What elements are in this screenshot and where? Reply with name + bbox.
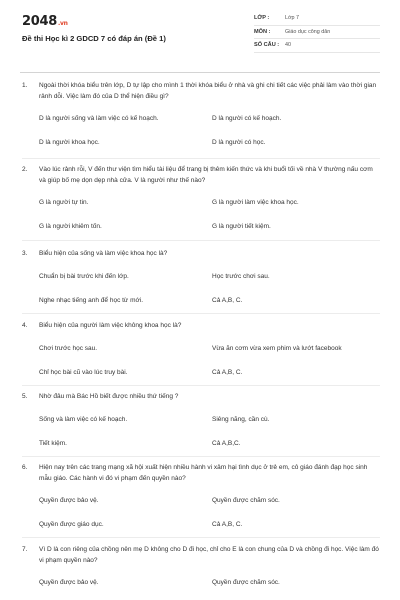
answer-option-c[interactable]: Nghe nhạc tiếng anh để học từ mới. bbox=[39, 296, 144, 304]
meta-value: Giáo dục công dân bbox=[285, 28, 331, 35]
answer-option-b[interactable]: D là người có kế hoạch. bbox=[212, 115, 282, 122]
question-3 bbox=[22, 249, 380, 320]
question-number: 7. bbox=[22, 546, 28, 553]
meta-label: SỐ CÂU : bbox=[254, 42, 280, 49]
answer-option-d[interactable]: Cả A,B, C. bbox=[212, 521, 243, 528]
answer-options bbox=[39, 198, 380, 246]
answer-option-c[interactable]: D là người khoa học. bbox=[39, 139, 100, 146]
answer-option-b[interactable]: Học trước chơi sau. bbox=[212, 272, 270, 280]
question-divider bbox=[22, 313, 380, 314]
question-2 bbox=[22, 165, 380, 246]
answer-option-b[interactable]: Quyền được chăm sóc. bbox=[212, 497, 280, 504]
question-7 bbox=[22, 545, 380, 592]
answer-option-a[interactable]: Sống và làm việc có kế hoạch. bbox=[39, 415, 128, 423]
meta-row-subject bbox=[254, 26, 380, 40]
answer-option-d[interactable]: G là người tiết kiệm. bbox=[212, 223, 271, 230]
meta-label: MÔN : bbox=[254, 28, 271, 35]
question-stem bbox=[22, 392, 380, 403]
answer-option-a[interactable]: G là người tự tin. bbox=[39, 199, 89, 206]
answer-option-d[interactable]: Cả A,B, C. bbox=[212, 368, 243, 376]
question-text: Nhờ đâu mà Bác Hồ biết được nhiều thứ tiếng ? bbox=[39, 393, 179, 400]
logo-suffix: .vn bbox=[57, 20, 68, 27]
question-number: 6. bbox=[22, 464, 28, 471]
answer-option-a[interactable]: Quyền được bảo vệ. bbox=[39, 579, 99, 586]
answer-option-d[interactable]: D là người có học. bbox=[212, 139, 266, 146]
question-divider bbox=[22, 240, 380, 241]
exam-meta bbox=[254, 12, 380, 53]
question-divider bbox=[22, 537, 380, 538]
question-text: Biểu hiện của người làm việc không khoa học là? bbox=[39, 322, 182, 329]
answer-option-b[interactable]: Vừa ăn cơm vừa xem phim và lướt facebook bbox=[212, 344, 342, 352]
answer-option-a[interactable]: Chơi trước học sau. bbox=[39, 344, 98, 352]
logo-text: 2048 bbox=[22, 14, 57, 29]
answer-option-c[interactable]: Chỉ học bài cũ vào lúc truy bài. bbox=[39, 368, 128, 376]
meta-row-count bbox=[254, 39, 380, 53]
answer-option-a[interactable]: Quyền được bảo vệ. bbox=[39, 497, 99, 504]
answer-option-d[interactable]: Cả A,B,C. bbox=[212, 439, 241, 447]
question-number: 4. bbox=[22, 322, 28, 329]
answer-options bbox=[39, 578, 380, 592]
answer-option-b[interactable]: G là người làm việc khoa học. bbox=[212, 199, 299, 206]
question-text: Vì D là con riêng của chồng nên mẹ D không cho D đi học, chỉ cho E là con chung của D và chồng đi học. Việc làm đó vi phạm quyền nào? bbox=[39, 546, 379, 564]
question-stem bbox=[22, 165, 380, 186]
question-stem bbox=[22, 249, 380, 260]
answer-option-c[interactable]: Quyền được giáo dục. bbox=[39, 521, 104, 528]
meta-label: LỚP : bbox=[254, 15, 270, 22]
site-logo[interactable] bbox=[22, 14, 68, 29]
question-divider bbox=[22, 158, 380, 159]
answer-option-d[interactable]: Cả A,B, C. bbox=[212, 296, 243, 304]
page-header bbox=[22, 12, 380, 64]
answer-option-a[interactable]: D là người sống và làm việc có kế hoạch. bbox=[39, 115, 159, 122]
question-text: Hiện nay trên các trang mạng xã hội xuất hiện nhiều hành vi xâm hại tình dục ở trẻ em, cô giáo đánh đạp học sinh mẫu giáo. Các hành vi đó vi phạm đến quyền nào? bbox=[39, 464, 368, 482]
answer-option-c[interactable]: Tiết kiệm. bbox=[39, 439, 67, 447]
meta-value: Lớp 7 bbox=[285, 15, 300, 22]
question-divider bbox=[22, 456, 380, 457]
answer-options bbox=[39, 114, 380, 162]
question-text: Ngoài thời khóa biểu trên lớp, D tự lập cho mình 1 thời khóa biểu ở nhà và ghi chi tiết các việc phải làm vào thời gian rảnh dỗi. Việc làm đó của D thể hiện điều gì? bbox=[39, 82, 377, 100]
question-stem bbox=[22, 463, 380, 484]
question-6 bbox=[22, 463, 380, 544]
question-number: 2. bbox=[22, 166, 28, 173]
answer-option-b[interactable]: Siêng năng, cần cù. bbox=[212, 415, 270, 423]
question-stem bbox=[22, 321, 380, 332]
question-number: 5. bbox=[22, 393, 28, 400]
question-stem bbox=[22, 545, 380, 566]
answer-option-c[interactable]: G là người khiêm tốn. bbox=[39, 223, 102, 230]
header-divider bbox=[20, 72, 380, 73]
question-text: Vào lúc rảnh rỗi, V đến thư viện tìm hiểu tài liệu để trang bị thêm kiến thức và khi buổi tối về nhà V thường nấu cơm và giúp bố mẹ dọn dẹp nhà cửa. V là người như thế nào? bbox=[39, 166, 373, 184]
question-5 bbox=[22, 392, 380, 463]
meta-row-class bbox=[254, 12, 380, 26]
question-stem bbox=[22, 81, 380, 102]
question-1 bbox=[22, 81, 380, 162]
question-number: 1. bbox=[22, 82, 28, 89]
document-title: Đề thi Học kì 2 GDCD 7 có đáp án (Đề 1) bbox=[22, 34, 166, 43]
answer-option-a[interactable]: Chuẩn bị bài trước khi đến lớp. bbox=[39, 272, 129, 280]
question-divider bbox=[22, 385, 380, 386]
answer-option-b[interactable]: Quyền được chăm sóc. bbox=[212, 579, 280, 586]
question-4 bbox=[22, 321, 380, 392]
question-text: Biểu hiện của sống và làm việc khoa học là? bbox=[39, 250, 168, 257]
meta-value: 40 bbox=[285, 42, 291, 49]
question-number: 3. bbox=[22, 250, 28, 257]
